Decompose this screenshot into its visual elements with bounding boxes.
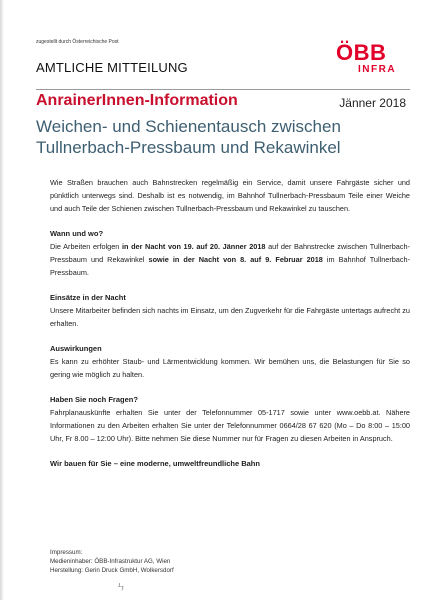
intro-paragraph: Wie Straßen brauchen auch Bahnstrecken regelmäßig ein Service, damit unsere Fahrgäste sicher und pünktlich unterwegs sind. Deshalb ist es notwendig, im Bahnhof Tullnerbach-Pressbaum Teile einer Weiche und auch Teile der Schienen zwischen Tullnerbach-Pressbaum und Rekawinkel zu tauschen. <box>50 178 410 213</box>
closing-statement: Wir bauen für Sie – eine moderne, umweltfreundliche Bahn <box>50 459 260 468</box>
oebb-infra-logo <box>336 40 406 80</box>
effects-heading: Auswirkungen <box>50 344 102 353</box>
night-heading: Einsätze in der Nacht <box>50 293 126 302</box>
body-text <box>50 176 410 470</box>
header-divider <box>36 89 410 90</box>
questions-paragraph: Fahrplanauskünfte erhalten Sie unter der Telefonnummer 05-1717 sowie unter www.oebb.at. Nähere Informationen zu den Arbeiten erhalten Sie unter der Telefonnummer 0664/28 67 620 (Mo – Do 8:00 – 15:00 Uhr, Fr 8.00 – 12:00 Uhr). Bitte nehmen Sie diese Nummer nur für Fragen zu diesen Arbeiten in Anspruch. <box>50 408 410 443</box>
imprint-owner: Medieninhaber: ÖBB-Infrastruktur AG, Wien <box>50 558 171 565</box>
when-paragraph <box>50 240 410 279</box>
logo-main: ÖBB <box>336 40 387 65</box>
effects-paragraph: Es kann zu erhöhter Staub- und Lärmentwicklung kommen. Wir bemühen uns, die Belastungen für Sie so gering wie möglich zu halten. <box>50 357 410 379</box>
notice-title: AMTLICHE MITTEILUNG <box>36 60 188 75</box>
when-text-1: Die Arbeiten erfolgen <box>50 242 122 251</box>
subtitle-line-1: Weichen- und Schienentausch zwischen <box>36 117 341 136</box>
when-text-2: auf der Bahnstrecke zwischen Tullnerbach-Pressbaum und Rekawinkel <box>50 242 410 264</box>
page-edge-shadow <box>0 0 4 600</box>
subtitle-line-2: Tullnerbach-Pressbaum und Rekawinkel <box>36 138 341 157</box>
when-heading: Wann und wo? <box>50 229 104 238</box>
subtitle <box>36 116 416 158</box>
headline: AnrainerInnen-Information <box>36 92 238 109</box>
issue-date: Jänner 2018 <box>339 96 406 110</box>
when-bold-1: in der Nacht von 19. auf 20. Jänner 2018 <box>121 242 266 251</box>
logo-sub: INFRA <box>358 64 397 75</box>
imprint-printer: Herstellung: Gerin Druck GmbH, Wolkersdorf <box>50 567 174 574</box>
handwritten-mark: ㄣ <box>116 582 126 593</box>
night-paragraph: Unsere Mitarbeiter befinden sich nachts im Einsatz, um den Zugverkehr für die Fahrgäste untertags aufrecht zu erhalten. <box>50 306 410 328</box>
imprint <box>50 548 174 575</box>
delivery-note: zugestellt durch Österreichische Post <box>36 39 119 45</box>
imprint-title: Impressum: <box>50 549 83 556</box>
questions-heading: Haben Sie noch Fragen? <box>50 395 138 404</box>
when-text-3: im Bahnhof Tullnerbach-Pressbaum. <box>50 255 411 277</box>
when-bold-2: sowie in der Nacht von 8. auf 9. Februar 2018 <box>148 255 323 264</box>
